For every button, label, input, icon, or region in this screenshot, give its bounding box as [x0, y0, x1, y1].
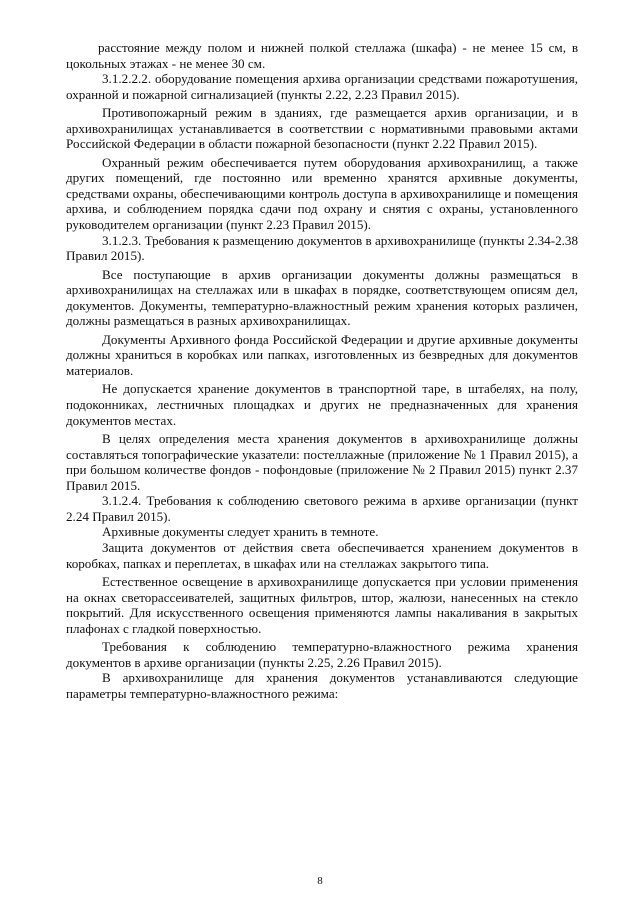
paragraph-heading-3-1-2-4: 3.1.2.4. Требования к соблюдению светового режима в архиве организации (пункт 2.24 Правил 2015). [66, 493, 578, 524]
paragraph-item-3-1-2-2-2: 3.1.2.2.2. оборудование помещения архива организации средствами пожаротушения, охранной и пожарной сигнализацией (пункты 2.22, 2.23 Правил 2015). [66, 71, 578, 102]
paragraph-security-regime: Охранный режим обеспечивается путем оборудования архивохранилищ, а также других помещений, где постоянно или временно хранятся архивные документы, средствами охраны, обеспечивающими контроль доступа в архивохранилище и помещения архива, и соблюдением порядка сдачи под охрану и снятия с охраны, установленного руководителем организации (пункт 2.23 Правил 2015). [66, 154, 578, 233]
paragraph-continuation: расстояние между полом и нижней полкой стеллажа (шкафа) - не менее 15 см, в цокольных этажах - не менее 30 см. [66, 40, 578, 71]
paragraph-storage-prohibition: Не допускается хранение документов в транспортной таре, в штабелях, на полу, подоконниках, лестничных площадках и других не предназначенных для хранения документов местах. [66, 381, 578, 428]
paragraph-archive-fund-storage: Документы Архивного фонда Российской Федерации и другие архивные документы должны храниться в коробках или папках, изготовленных из безвредных для документов материалов. [66, 331, 578, 378]
paragraph-document-placement: Все поступающие в архив организации документы должны размещаться в архивохранилищах на стеллажах или в шкафах в порядке, соответствующем описям дел, документов. Документы, температурно-влажностный режим хранения которых различен, должны размещаться в разных архивохранилищах. [66, 266, 578, 329]
paragraph-light-protection: Защита документов от действия света обеспечивается хранением документов в коробках, папках и переплетах, в шкафах или на стеллажах закрытого типа. [66, 539, 578, 571]
paragraph-topographic-indexes: В целях определения места хранения документов в архивохранилище должны составляться топографические указатели: постеллажные (приложение № 1 Правил 2015), а при большом количестве фондов - пофондовые (приложение № 2 Правил 2015) пункт 2.37 Правил 2015. [66, 431, 578, 493]
paragraph-lighting-conditions: Естественное освещение в архивохранилище допускается при условии применения на окнах светорассеивателей, защитных фильтров, штор, жалюзи, нанесенных на стекло покрытий. Для искусственного освещения применяются лампы накаливания в закрытых плафонах с гладкой поверхностью. [66, 574, 578, 636]
paragraph-darkness-storage: Архивные документы следует хранить в темноте. [102, 524, 379, 540]
paragraph-fire-regime: Противопожарный режим в зданиях, где размещается архив организации, и в архивохранилищах устанавливается в соответствии с нормативными правовыми актами Российской Федерации в области пожарной безопасности (пункт 2.22 Правил 2015). [66, 105, 578, 152]
paragraph-climate-parameters: В архивохранилище для хранения документов устанавливаются следующие параметры температурно-влажностного режима: [66, 670, 578, 701]
paragraph-climate-requirements: Требования к соблюдению температурно-влажностного режима хранения документов в архиве организации (пункты 2.25, 2.26 Правил 2015). [66, 639, 578, 670]
paragraph-heading-3-1-2-3: 3.1.2.3. Требования к размещению документов в архивохранилище (пункты 2.34-2.38 Правил 2015). [66, 232, 578, 264]
page-number: 8 [317, 875, 323, 887]
document-body [66, 40, 578, 701]
